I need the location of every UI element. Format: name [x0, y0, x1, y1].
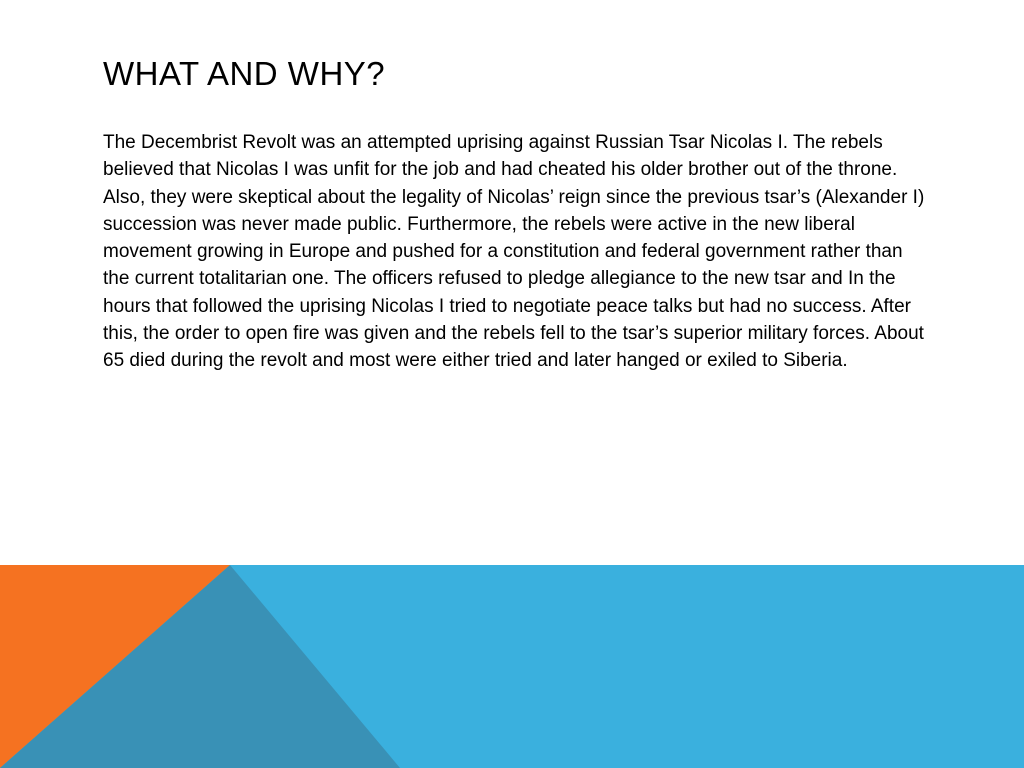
decorative-footer-shapes [0, 565, 1024, 768]
slide-title: WHAT AND WHY? [103, 55, 386, 92]
slide-body-text: The Decembrist Revolt was an attempted uprising against Russian Tsar Nicolas I. The rebels believed that Nicolas I was unfit for the job and had cheated his older brother out of the throne. Also, they were skeptical about the legality of Nicolas’ reign since the previous tsar’s (Alexander I) succession was never made public. Furthermore, the rebels were active in the new liberal movement growing in Europe and pushed for a constitution and federal government rather than the current totalitarian one. The officers refused to pledge allegiance to the new tsar and In the hours that followed the uprising Nicolas I tried to negotiate peace talks but had no success. After this, the order to open fire was given and the rebels fell to the tsar’s superior military forces. About 65 died during the revolt and most were either tried and later hanged or exiled to Siberia. [103, 132, 925, 372]
